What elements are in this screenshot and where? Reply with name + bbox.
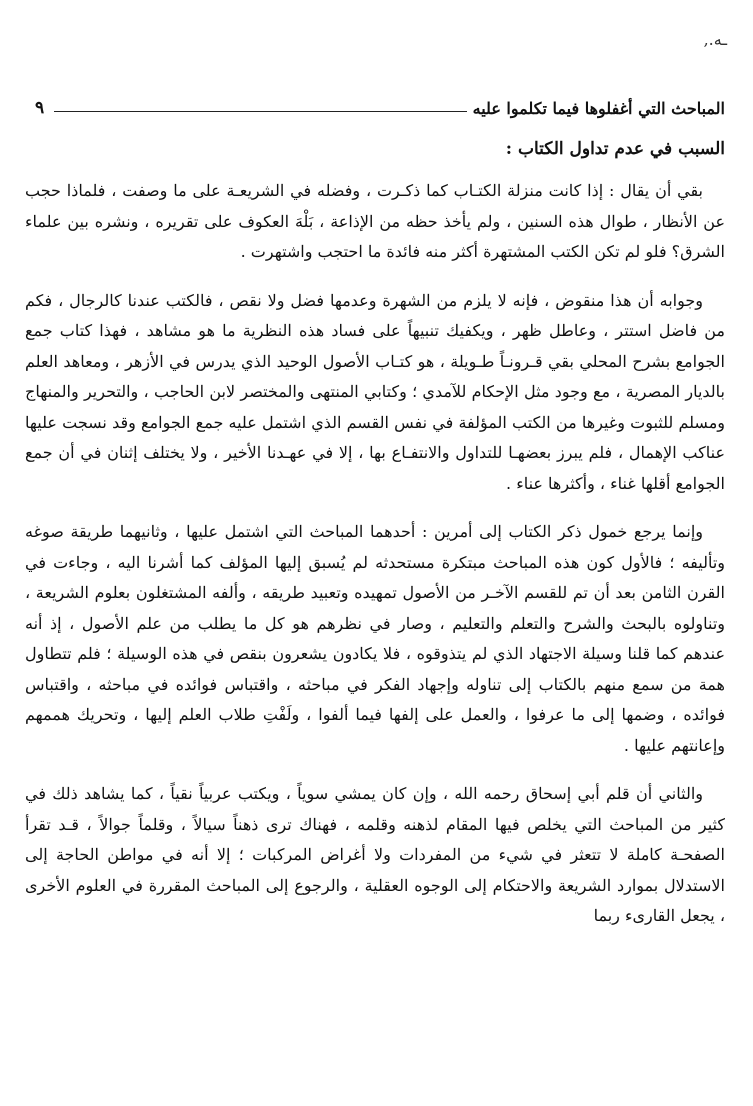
page-body: [25, 130, 725, 950]
running-header-title: المباحث التي أغفلوها فيما تكلموا عليه: [472, 99, 725, 118]
paragraph-2: وجوابه أن هذا منقوض ، فإنه لا يلزم من الشهرة وعدمها فضل ولا نقص ، فالكتب عندنا كالرجال ، فكم من فاضل استتر ، وعاطل ظهر ، ويكفيك تنبيهاً على فساد هذه النظرية ما هو مشاهد ، فهذا كتاب جمع الجوامع بشرح المحلي بقي قـرونـاً طـويلة ، هو كتـاب الأصول الوحيد الذي يدرس في الأزهر ، ومعاهد العلم بالديار المصرية ، مع وجود مثل الإحكام للآمدي ؛ وكتابي المنتهى والمختصر لابن الحاجب ، والتحرير والمنهاج ومسلم للثبوت وغيرها من الكتب المؤلفة في نفس القسم الذي اشتمل عليه جمع الجوامع وقد نسجت عليها عناكب الإهمال ، فلم يبرز بعضهـا للتداول والانتفـاع بها ، إلا في عهـدنا الأخير ، ولا يختلف إثنان في أن جمع الجوامع أقلها غناء ، وأكثرها عناء .: [25, 290, 726, 493]
running-header: [35, 88, 725, 118]
header-rule: [54, 111, 466, 112]
corner-mark: ـه.‍,: [703, 30, 727, 49]
paragraph-3: وإنما يرجع خمول ذكر الكتاب إلى أمرين : أحدهما المباحث التي اشتمل عليها ، وثانيهما طريقة صوغه وتأليفه ؛ فالأول كون هذه المباحث مبتكرة مستحدثه لم يُسبق إليها المؤلف كما أشرنا اليه ، وجاءت في القرن الثامن بعد أن تم للقسم الآخـر من الأصول تمهيده وتعبيد طريقه ، وألفه المشتغلون بعلوم الشريعة ، وتناولوه بالبحث والشرح والتعلم والتعليم ، وصار في نظرهم هو كل ما يطلب من علم الأصول ، إذ أنه عندهم كما قلنا وسيلة الاجتهاد الذي لم يتذوقوه ، فلا يكادون يشعرون بنقص في هذه الوسيلة ؛ فلم تتطاول همة من سمع منهم بالكتاب إلى تناوله وإجهاد الفكر في مباحثه ، واقتباس فوائده في مباحثه ، واقتباس فوائده ، وضمها إلى ما عرفوا ، والعمل على إلفها فيما ألفوا ، ولَفْتِ طلاب العلم إليها ، وتحريك هممهم وإعانتهم عليها .: [25, 522, 725, 755]
paragraph-1: بقي أن يقال : إذا كانت منزلة الكتـاب كما ذكـرت ، وفضله في الشريعـة على ما وصفت ، فلماذا حجب عن الأنظار ، طوال هذه السنين ، ولم يأخذ حظه من الإذاعة ، بَلْهَ العكوف على تقريره ، ونشره بين علماء الشرق؟ فلو لم تكن الكتب المشتهرة أكثر منه فائدة ما احتجب واشتهرت .: [25, 181, 725, 261]
section-heading: السبب في عدم تداول الكتاب :: [505, 139, 725, 159]
paragraph-4: والثاني أن قلم أبي إسحاق رحمه الله ، وإن كان يمشي سوياً ، ويكتب عربياً نقياً ، كما يشاهد ذلك في كثير من المباحث التي يخلص فيها المقام لذهنه وقلمه ، فهناك ترى ذهناً سيالاً ، وقلماً جوالاً ، قـد تقرأ الصفحـة كاملة لا تتعثر في شيء من المفردات ولا أغراض المركبات ؛ إلا أنه في مواطن الحاجة إلى الاستدلال بموارد الشريعة والاحتكام إلى الوجوه العقلية ، والرجوع إلى المباحث المقررة في العلوم الأخرى ، يجعل القارىء ربما: [25, 784, 725, 925]
page-number: ٩: [35, 98, 45, 118]
